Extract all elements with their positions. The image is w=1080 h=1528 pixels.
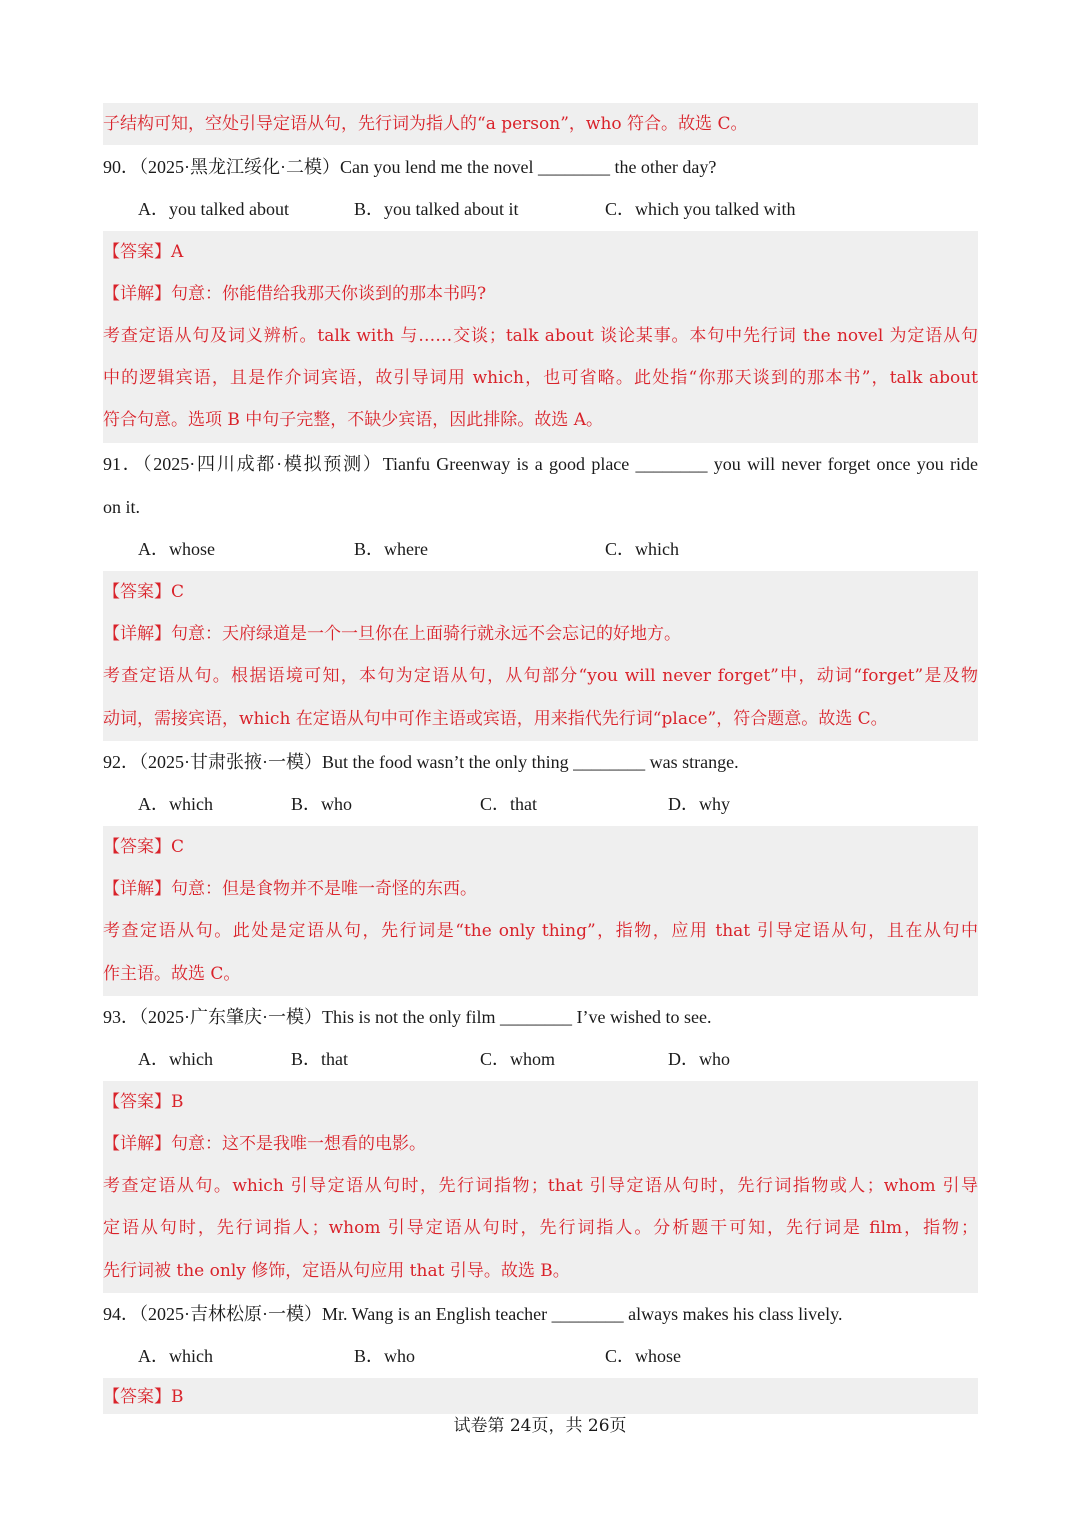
question-90-stem: 90．（2025·黑龙江绥化·二模）Can you lend me the novel ________ the other day? [103, 157, 717, 177]
question-90-analysis-2: 中的逻辑宾语，且是作介词宾语，故引导词用 which，也可省略。此处指“你那天谈到的那本书”，talk about [103, 368, 978, 388]
question-92-answer [103, 826, 978, 868]
answer-label: 【答案】 [103, 242, 171, 262]
question-93-analysis-1: 考查定语从句。which 引导定语从句时，先行词指物；that 引导定语从句时，先行词指物或人；whom 引导 [103, 1176, 978, 1196]
answer-label: 【答案】 [103, 582, 171, 602]
answer-value: C [171, 837, 185, 857]
answer-value: B [171, 1092, 184, 1112]
question-93-options [103, 1038, 978, 1080]
question-91-options [103, 528, 978, 570]
question-92-detail [103, 868, 978, 910]
answer-value: B [171, 1387, 184, 1407]
option-c: C．that [480, 794, 537, 814]
question-93-analysis-2: 定语从句时，先行词指人；whom 引导定语从句时，先行词指人。分析题干可知，先行词是 film，指物； [103, 1218, 978, 1238]
detail-meaning: 句意：这不是我唯一想看的电影。 [171, 1134, 426, 1154]
answer-label: 【答案】 [103, 1092, 171, 1112]
option-a: A．you talked about [138, 199, 289, 219]
question-90-answer [103, 231, 978, 273]
question-91-answer [103, 571, 978, 613]
question-93-stem: 93．（2025·广东肇庆·一模）This is not the only film ________ I’ve wished to see. [103, 1007, 712, 1027]
question-91-analysis-1: 考查定语从句。根据语境可知，本句为定语从句，从句部分“you will never forget”中，动词“forget”是及物 [103, 666, 978, 686]
page-footer: 试卷第 24页，共 26页 [453, 1416, 627, 1436]
question-93-detail [103, 1123, 978, 1165]
detail-meaning: 句意：你能借给我那天你谈到的那本书吗? [171, 284, 487, 304]
question-92-analysis-2: 作主语。故选 C。 [103, 964, 241, 984]
option-c: C．which you talked with [605, 199, 796, 219]
question-92-analysis-1: 考查定语从句。此处是定语从句，先行词是“the only thing”，指物，应用 that 引导定语从句，且在从句中 [103, 921, 978, 941]
option-c: C．whom [480, 1049, 556, 1069]
question-94-stem: 94．（2025·吉林松原·一模）Mr. Wang is an English teacher ________ always makes his class lively. [103, 1304, 843, 1324]
detail-meaning: 句意：但是食物并不是唯一奇怪的东西。 [171, 879, 477, 899]
detail-label: 【详解】 [103, 879, 171, 899]
detail-label: 【详解】 [103, 624, 171, 644]
option-d: D．who [668, 1049, 730, 1069]
detail-label: 【详解】 [103, 284, 171, 304]
question-90-analysis-3: 符合句意。选项 B 中句子完整，不缺少宾语，因此排除。故选 A。 [103, 410, 603, 430]
option-a: A．which [138, 794, 213, 814]
option-b: B．who [354, 1346, 416, 1366]
option-d: D．why [668, 794, 730, 814]
question-90-analysis-1: 考查定语从句及词义辨析。talk with 与……交谈；talk about 谈论某事。本句中先行词 the novel 为定语从句 [103, 326, 978, 346]
question-93-analysis-3: 先行词被 the only 修饰，定语从句应用 that 引导。故选 B。 [103, 1261, 570, 1281]
option-a: A．which [138, 1346, 213, 1366]
question-90-detail [103, 273, 978, 315]
answer-label: 【答案】 [103, 1387, 171, 1407]
option-b: B．where [354, 539, 428, 559]
option-b: B．who [291, 794, 353, 814]
answer-value: A [171, 242, 184, 262]
answer-value: C [171, 582, 185, 602]
question-93-answer [103, 1081, 978, 1123]
question-94-options [103, 1335, 978, 1377]
carry-over-analysis: 子结构可知，空处引导定语从句，先行词为指人的“a person”，who 符合。故选 C。 [103, 114, 748, 134]
option-c: C．whose [605, 1346, 681, 1366]
option-b: B．that [291, 1049, 348, 1069]
question-92-options [103, 783, 978, 825]
detail-label: 【详解】 [103, 1134, 171, 1154]
question-92-stem: 92．（2025·甘肃张掖·一模）But the food wasn’t the only thing ________ was strange. [103, 752, 739, 772]
question-91-stem-2: on it. [103, 497, 141, 517]
question-91-stem-1: 91．（2025·四川成都·模拟预测）Tianfu Greenway is a good place ________ you will never forget once you ride [103, 454, 978, 474]
option-b: B．you talked about it [354, 199, 519, 219]
option-a: A．which [138, 1049, 213, 1069]
option-a: A．whose [138, 539, 215, 559]
option-c: C．which [605, 539, 679, 559]
question-91-analysis-2: 动词，需接宾语，which 在定语从句中可作主语或宾语，用来指代先行词“place”，符合题意。故选 C。 [103, 709, 888, 729]
question-91-detail [103, 613, 978, 655]
answer-label: 【答案】 [103, 837, 171, 857]
detail-meaning: 句意：天府绿道是一个一旦你在上面骑行就永远不会忘记的好地方。 [171, 624, 681, 644]
question-90-options [103, 188, 978, 230]
